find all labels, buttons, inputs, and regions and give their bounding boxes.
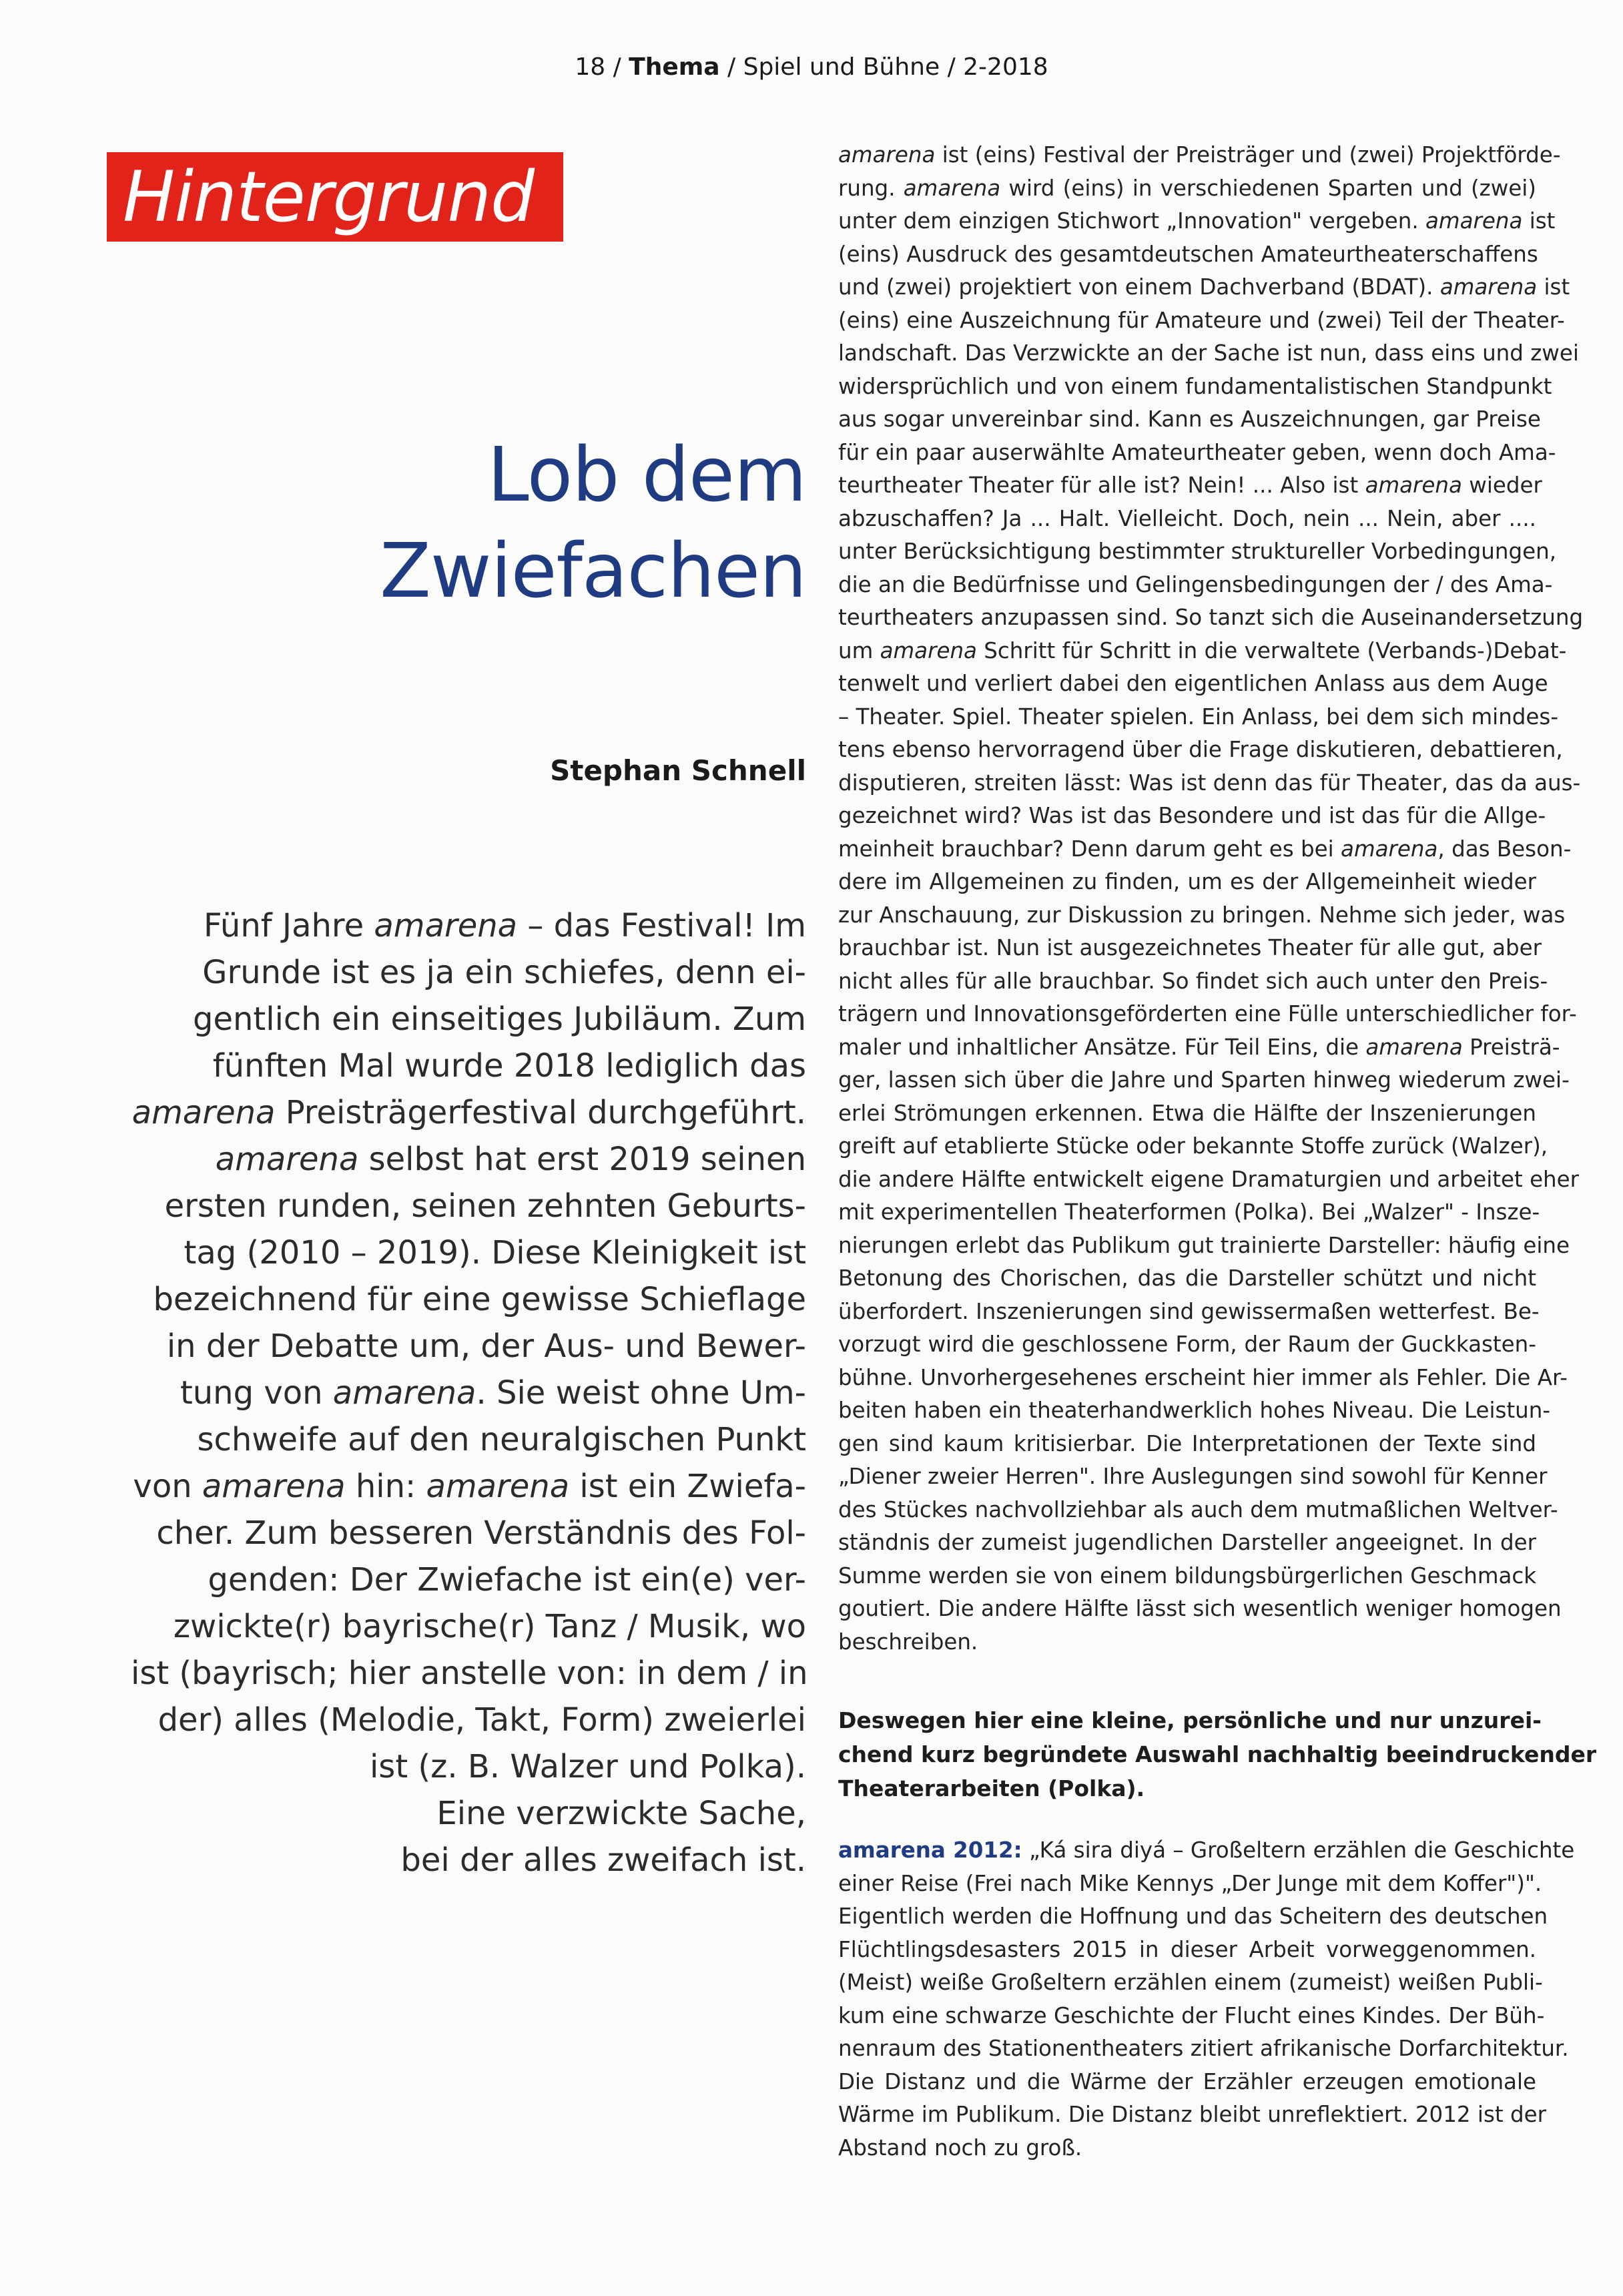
body-line: die andere Hälfte entwickelt eigene Dramaturgien und arbeitet eher bbox=[838, 1166, 1580, 1192]
body-line: erlei Strömungen erkennen. Etwa die Hälfte der Inszenierungen bbox=[838, 1100, 1536, 1126]
page-number: 18 bbox=[575, 53, 606, 81]
body-line: überfordert. Inszenierungen sind gewissermaßen wetterfest. Be- bbox=[838, 1298, 1540, 1324]
entry-line: einer Reise (Frei nach Mike Kennys „Der Junge mit dem Koffer")". bbox=[838, 1870, 1542, 1896]
section-name: Thema bbox=[629, 53, 720, 81]
body-line: nierungen erlebt das Publikum gut trainierte Darsteller: häufig eine bbox=[838, 1232, 1570, 1258]
body-line: rung. amarena wird (eins) in verschiedenen Sparten und (zwei) bbox=[838, 175, 1536, 201]
entry-line: Flüchtlingsdesasters 2015 in dieser Arbeit vorweggenommen. bbox=[838, 1936, 1536, 1962]
lead-line: der) alles (Melodie, Takt, Form) zweierlei bbox=[157, 1701, 806, 1739]
body-line: (eins) eine Auszeichnung für Amateure und (zwei) Teil der Theater- bbox=[838, 307, 1565, 333]
lead-line: cher. Zum besseren Verständnis des Fol- bbox=[156, 1514, 806, 1552]
body-line: brauchbar ist. Nun ist ausgezeichnetes Theater für alle gut, aber bbox=[838, 935, 1542, 960]
body-line: maler und inhaltlicher Ansätze. Für Teil Eins, die amarena Preisträ- bbox=[838, 1034, 1560, 1060]
body-line: gezeichnet wird? Was ist das Besondere und ist das für die Allge- bbox=[838, 803, 1546, 828]
body-line: für ein paar auserwählte Amateurtheater geben, wenn doch Ama- bbox=[838, 439, 1556, 465]
entry-line: (Meist) weiße Großeltern erzählen einem (zumeist) weißen Publi- bbox=[838, 1970, 1543, 1995]
body-line: beschreiben. bbox=[838, 1629, 978, 1655]
body-line: mit experimentellen Theaterformen (Polka). Bei „Walzer" - Insze- bbox=[838, 1199, 1540, 1225]
body-line: amarena ist (eins) Festival der Preisträger und (zwei) Projektförde- bbox=[838, 142, 1561, 168]
body-line: beiten haben ein theaterhandwerklich hohes Niveau. Die Leistun- bbox=[838, 1398, 1551, 1423]
body-line: tenwelt und verliert dabei den eigentlichen Anlass aus dem Auge bbox=[838, 671, 1548, 696]
lead-line: zwickte(r) bayrische(r) Tanz / Musik, wo bbox=[173, 1608, 806, 1645]
lead-paragraph bbox=[131, 902, 806, 1884]
body-line: vorzugt wird die geschlossene Form, der Raum der Guckkasten- bbox=[838, 1332, 1536, 1357]
body-line: goutiert. Die andere Hälfte lässt sich wesentlich weniger homogen bbox=[838, 1596, 1562, 1621]
entry-line: kum eine schwarze Geschichte der Flucht eines Kindes. Der Büh- bbox=[838, 2002, 1545, 2028]
lead-line: Fünf Jahre amarena – das Festival! Im bbox=[203, 907, 806, 944]
body-line: die an die Bedürfnisse und Gelingensbedingungen der / des Ama- bbox=[838, 571, 1553, 597]
article-title bbox=[267, 427, 806, 619]
lead-line: fünften Mal wurde 2018 lediglich das bbox=[212, 1047, 806, 1085]
body-line: greift auf etablierte Stücke oder bekannte Stoffe zurück (Walzer), bbox=[838, 1133, 1548, 1159]
bold-line: chend kurz begründete Auswahl nachhaltig beeindruckender bbox=[838, 1741, 1597, 1767]
entry-line: Die Distanz und die Wärme der Erzähler erzeugen emotionale bbox=[838, 2068, 1536, 2094]
issue-number: 2-2018 bbox=[963, 53, 1048, 81]
author-byline: Stephan Schnell bbox=[550, 754, 806, 787]
body-line: teurtheater Theater für alle ist? Nein! ... Also ist amarena wieder bbox=[838, 473, 1542, 498]
bold-intro-paragraph bbox=[838, 1703, 1597, 1805]
lead-line: schweife auf den neuralgischen Punkt bbox=[197, 1421, 806, 1458]
entry-amarena-2012 bbox=[838, 1834, 1575, 2165]
body-line: abzuschaffen? Ja ... Halt. Vielleicht. Doch, nein ... Nein, aber .... bbox=[838, 505, 1536, 531]
lead-line: bezeichnend für eine gewisse Schieflage bbox=[153, 1281, 806, 1318]
bold-line: Deswegen hier eine kleine, persönliche und nur unzurei- bbox=[838, 1707, 1542, 1733]
body-line: trägern und Innovationsgeförderten eine Fülle unterschiedlicher for- bbox=[838, 1001, 1577, 1027]
title-line: Zwiefachen bbox=[380, 528, 806, 615]
running-header: 18 / Thema / Spiel und Bühne / 2-2018 bbox=[575, 53, 1048, 81]
lead-line: von amarena hin: amarena ist ein Zwiefa- bbox=[133, 1468, 806, 1505]
body-line: ger, lassen sich über die Jahre und Sparten hinweg wiederum zwei- bbox=[838, 1067, 1570, 1093]
body-line: um amarena Schritt für Schritt in die verwaltete (Verbands-)Debat- bbox=[838, 637, 1567, 663]
lead-line: ist (z. B. Walzer und Polka). bbox=[369, 1748, 806, 1785]
lead-line: amarena selbst hat erst 2019 seinen bbox=[215, 1141, 806, 1178]
body-line: widersprüchlich und von einem fundamentalistischen Standpunkt bbox=[838, 373, 1552, 399]
body-line: und (zwei) projektiert von einem Dachverband (BDAT). amarena ist bbox=[838, 274, 1570, 300]
body-line: ständnis der zumeist jugendlichen Darsteller angeeignet. In der bbox=[838, 1530, 1536, 1555]
lead-line: tag (2010 – 2019). Diese Kleinigkeit ist bbox=[184, 1234, 806, 1271]
body-line: des Stückes nachvollziehbar als auch dem mutmaßlichen Weltver- bbox=[838, 1496, 1558, 1522]
entry-line: Wärme im Publikum. Die Distanz bleibt unreflektiert. 2012 ist der bbox=[838, 2102, 1546, 2127]
body-line: Summe werden sie von einem bildungsbürgerlichen Geschmack bbox=[838, 1562, 1537, 1589]
body-line: Betonung des Chorischen, das die Darsteller schützt und nicht bbox=[838, 1265, 1536, 1291]
body-line: „Diener zweier Herren". Ihre Auslegungen sind sowohl für Kenner bbox=[838, 1464, 1548, 1489]
lead-line: Eine verzwickte Sache, bbox=[436, 1795, 806, 1832]
body-line: disputieren, streiten lässt: Was ist denn das für Theater, das da aus- bbox=[838, 770, 1581, 796]
body-line: zur Anschauung, zur Diskussion zu bringen. Nehme sich jeder, was bbox=[838, 902, 1566, 928]
lead-line: tung von amarena. Sie weist ohne Um- bbox=[180, 1374, 806, 1412]
entry-line: Eigentlich werden die Hoffnung und das Scheitern des deutschen bbox=[838, 1904, 1548, 1929]
body-line: meinheit brauchbar? Denn darum geht es bei amarena, das Beson- bbox=[838, 836, 1572, 862]
lead-line: gentlich ein einseitiges Jubiläum. Zum bbox=[192, 1000, 806, 1038]
body-line: teurtheaters anzupassen sind. So tanzt sich die Auseinandersetzung bbox=[838, 605, 1584, 630]
body-line: – Theater. Spiel. Theater spielen. Ein Anlass, bei dem sich mindes- bbox=[838, 703, 1559, 730]
body-line: tens ebenso hervorragend über die Frage diskutieren, debattieren, bbox=[838, 737, 1563, 762]
lead-line: ersten runden, seinen zehnten Geburts- bbox=[164, 1187, 806, 1225]
body-line: nicht alles für alle brauchbar. So findet sich auch unter den Preis- bbox=[838, 968, 1548, 994]
magazine-name: Spiel und Bühne bbox=[743, 53, 940, 81]
lead-line: in der Debatte um, der Aus- und Bewer- bbox=[166, 1328, 806, 1365]
lead-line: ist (bayrisch; hier anstelle von: in dem / in bbox=[131, 1655, 808, 1692]
title-line: Lob dem bbox=[487, 432, 806, 519]
body-line: bühne. Unvorhergesehenes erscheint hier immer als Fehler. Die Ar- bbox=[838, 1364, 1568, 1390]
body-line: landschaft. Das Verzwickte an der Sache ist nun, dass eins und zwei bbox=[838, 340, 1579, 366]
bold-line: Theaterarbeiten (Polka). bbox=[838, 1775, 1145, 1801]
entry-year-label: amarena 2012: bbox=[838, 1837, 1022, 1863]
body-line: gen sind kaum kritisierbar. Die Interpretationen der Texte sind bbox=[838, 1430, 1536, 1456]
entry-line: Abstand noch zu groß. bbox=[838, 2134, 1082, 2161]
body-line: aus sogar unvereinbar sind. Kann es Auszeichnungen, gar Preise bbox=[838, 406, 1541, 432]
body-line: (eins) Ausdruck des gesamtdeutschen Amateurtheaterschaffens bbox=[838, 241, 1538, 267]
entry-line: amarena 2012: „Ká sira diyá – Großeltern erzählen die Geschichte bbox=[838, 1837, 1575, 1863]
body-column-top bbox=[838, 139, 1584, 1659]
lead-line: Grunde ist es ja ein schiefes, denn ei- bbox=[202, 954, 806, 991]
body-line: unter Berücksichtigung bestimmter struktureller Vorbedingungen, bbox=[838, 539, 1557, 564]
lead-line: bei der alles zweifach ist. bbox=[400, 1841, 806, 1879]
body-line: unter dem einzigen Stichwort „Innovation" vergeben. amarena ist bbox=[838, 208, 1556, 234]
kicker-label: Hintergrund bbox=[107, 152, 563, 242]
body-line: dere im Allgemeinen zu finden, um es der Allgemeinheit wieder bbox=[838, 869, 1536, 894]
lead-line: genden: Der Zwiefache ist ein(e) ver- bbox=[208, 1561, 806, 1599]
entry-line: nenraum des Stationentheaters zitiert afrikanische Dorfarchitektur. bbox=[838, 2036, 1569, 2061]
lead-line: amarena Preisträgerfestival durchgeführt. bbox=[131, 1094, 806, 1131]
